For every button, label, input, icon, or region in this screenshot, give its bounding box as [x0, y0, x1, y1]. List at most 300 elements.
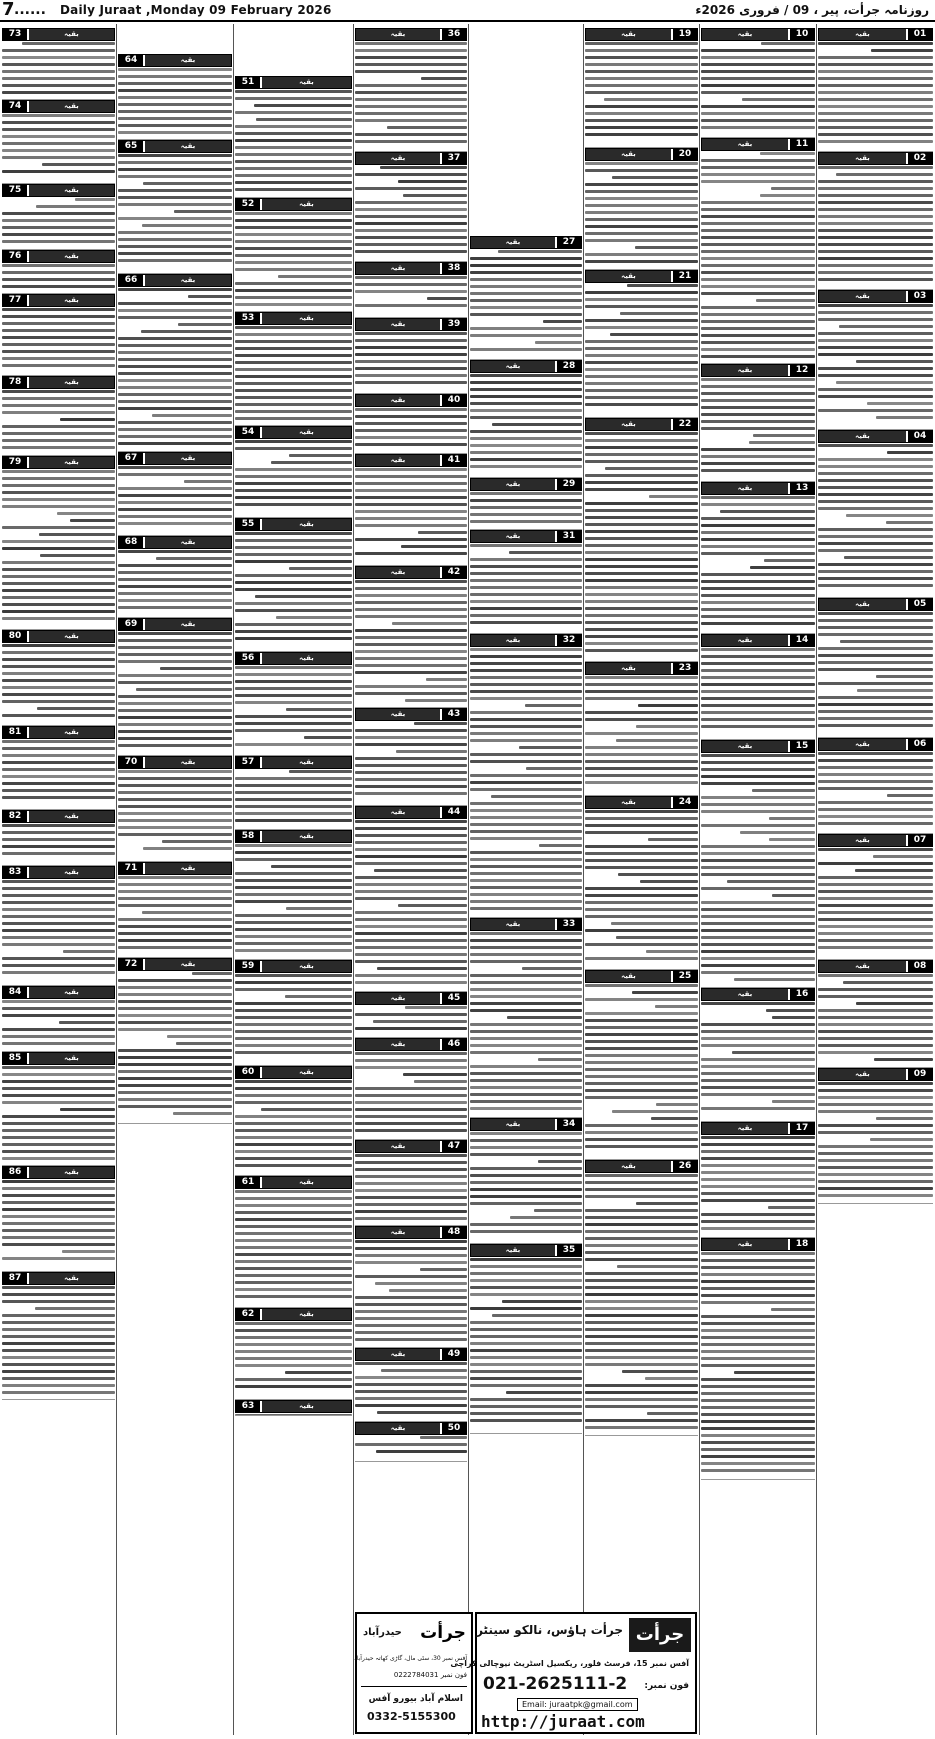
juraat-logo: جرأت	[419, 1618, 467, 1648]
item-title: بقیہ	[145, 959, 231, 970]
item-body-text	[355, 42, 467, 152]
item-body-text	[118, 550, 232, 618]
item-header	[2, 250, 115, 263]
item-header	[470, 530, 582, 543]
item-title: بقیہ	[29, 631, 114, 642]
item-separator	[355, 1461, 467, 1462]
item-title: بقیہ	[819, 29, 906, 40]
item-separator	[2, 1399, 115, 1400]
news-column	[701, 24, 815, 1735]
item-body-text	[118, 68, 232, 140]
item-title: بقیہ	[586, 149, 671, 160]
item-separator	[585, 1435, 698, 1436]
item-body-text	[235, 1080, 352, 1176]
continuation-item	[818, 152, 933, 290]
item-header	[355, 28, 467, 41]
item-title: بقیہ	[586, 797, 671, 808]
item-header	[585, 148, 698, 161]
item-header	[2, 726, 115, 739]
item-title: بقیہ	[262, 1067, 351, 1078]
continuation-item	[470, 236, 582, 360]
item-body-text	[585, 162, 698, 270]
item-header	[2, 1052, 115, 1065]
continuation-item	[470, 1118, 582, 1244]
item-number: 11	[790, 139, 814, 150]
item-body-text	[2, 470, 115, 630]
continuation-item	[235, 1176, 352, 1308]
item-title: بقیہ	[702, 1239, 788, 1250]
item-title: بقیہ	[145, 619, 231, 630]
item-body-text	[470, 1132, 582, 1244]
item-body-text	[585, 676, 698, 796]
item-title: بقیہ	[262, 1401, 351, 1412]
item-header	[118, 274, 232, 287]
item-number: 25	[673, 971, 697, 982]
item-header	[818, 834, 933, 847]
item-body-text	[235, 974, 352, 1066]
item-title: بقیہ	[819, 739, 906, 750]
item-header	[2, 456, 115, 469]
item-body-text	[355, 580, 467, 708]
item-title: بقیہ	[29, 727, 114, 738]
continuation-item	[818, 1068, 933, 1204]
item-number: 10	[790, 29, 814, 40]
item-body-text	[355, 722, 467, 806]
continuation-item	[2, 810, 115, 866]
item-number: 33	[557, 919, 581, 930]
item-title: بقیہ	[356, 709, 440, 720]
item-number: 27	[557, 237, 581, 248]
item-number: 15	[790, 741, 814, 752]
item-number: 81	[3, 727, 27, 738]
item-body-text	[701, 1002, 815, 1122]
item-body-text	[470, 374, 582, 478]
item-number: 34	[557, 1119, 581, 1130]
item-body-text	[818, 304, 933, 430]
item-body-text	[2, 264, 115, 294]
hyderabad-office-ad	[355, 1612, 473, 1734]
item-number: 32	[557, 635, 581, 646]
karachi-office-ad	[450, 1612, 697, 1734]
item-header	[818, 960, 933, 973]
continuation-item	[585, 1160, 698, 1436]
news-column	[470, 24, 582, 1608]
continuation-item	[2, 184, 115, 250]
item-body-text	[585, 42, 698, 148]
news-column	[235, 24, 352, 1735]
item-number: 35	[557, 1245, 581, 1256]
item-number: 69	[119, 619, 143, 630]
item-header	[818, 738, 933, 751]
continuation-item	[118, 140, 232, 274]
item-number: 08	[908, 961, 932, 972]
item-title: بقیہ	[356, 993, 440, 1004]
item-title: بقیہ	[262, 961, 351, 972]
item-header	[355, 1140, 467, 1153]
item-number: 01	[908, 29, 932, 40]
item-title: بقیہ	[586, 971, 671, 982]
item-title: بقیہ	[356, 1039, 440, 1050]
continuation-item	[2, 630, 115, 726]
item-title: بقیہ	[29, 251, 114, 262]
item-body-text	[235, 532, 352, 652]
item-number: 78	[3, 377, 27, 388]
column-rule	[816, 24, 817, 1735]
continuation-item	[118, 958, 232, 1124]
item-title: بقیہ	[145, 55, 231, 66]
continuation-item	[2, 866, 115, 986]
item-header	[2, 1272, 115, 1285]
item-body-text	[470, 1258, 582, 1434]
item-number: 05	[908, 599, 932, 610]
urdu-dateline: روزنامہ جرأت، پیر ، 09 / فروری 2026ء	[695, 3, 929, 17]
item-number: 28	[557, 361, 581, 372]
continuation-item	[701, 482, 815, 634]
item-title: بقیہ	[29, 377, 114, 388]
continuation-item	[355, 1348, 467, 1422]
item-separator	[118, 1123, 232, 1124]
item-header	[118, 756, 232, 769]
item-number: 61	[236, 1177, 260, 1188]
item-body-text	[235, 90, 352, 198]
item-header	[118, 862, 232, 875]
item-body-text	[818, 848, 933, 960]
item-body-text	[701, 754, 815, 988]
item-body-text	[2, 880, 115, 986]
item-body-text	[2, 644, 115, 726]
karachi-email: Email: juraatpk@gmail.com	[517, 1698, 638, 1711]
column-rule	[353, 24, 354, 1735]
item-title: بقیہ	[262, 831, 351, 842]
item-title: بقیہ	[702, 365, 788, 376]
item-header	[235, 756, 352, 769]
continuation-item	[2, 726, 115, 810]
item-body-text	[701, 378, 815, 482]
item-header	[355, 318, 467, 331]
item-body-text	[355, 1240, 467, 1348]
continuation-item	[118, 452, 232, 536]
item-body-text	[470, 932, 582, 1118]
item-header	[818, 1068, 933, 1081]
item-title: بقیہ	[29, 1053, 114, 1064]
item-number: 07	[908, 835, 932, 846]
item-body-text	[355, 276, 467, 318]
item-header	[235, 1308, 352, 1321]
item-separator	[818, 1203, 933, 1204]
item-number: 82	[3, 811, 27, 822]
item-header	[585, 28, 698, 41]
item-body-text	[235, 440, 352, 518]
item-header	[701, 482, 815, 495]
column-rule	[233, 24, 234, 1735]
continuation-item	[2, 376, 115, 456]
item-title: بقیہ	[819, 291, 906, 302]
item-title: بقیہ	[702, 483, 788, 494]
item-header	[585, 418, 698, 431]
continuation-item	[235, 1066, 352, 1176]
item-number: 58	[236, 831, 260, 842]
continuation-item	[818, 598, 933, 738]
item-header	[235, 426, 352, 439]
continuation-item	[355, 152, 467, 262]
item-body-text	[470, 492, 582, 530]
item-header	[355, 1038, 467, 1051]
item-title: بقیہ	[262, 1177, 351, 1188]
item-body-text	[701, 648, 815, 740]
item-header	[355, 454, 467, 467]
continuation-item	[470, 530, 582, 634]
item-body-text	[701, 42, 815, 138]
column-rule	[468, 24, 469, 1735]
continuation-item	[118, 862, 232, 958]
continuation-item	[701, 1238, 815, 1480]
continuation-item	[2, 294, 115, 376]
continuation-item	[2, 986, 115, 1052]
continuation-item	[355, 1140, 467, 1226]
item-header	[701, 1238, 815, 1251]
item-number: 67	[119, 453, 143, 464]
item-title: بقیہ	[586, 419, 671, 430]
item-body-text	[2, 1066, 115, 1166]
item-title: بقیہ	[586, 271, 671, 282]
item-number: 19	[673, 29, 697, 40]
item-header	[355, 394, 467, 407]
hyderabad-phone: فون نمبر 0222784031	[393, 1671, 467, 1679]
continuation-item	[585, 148, 698, 270]
continuation-item	[235, 652, 352, 756]
item-title: بقیہ	[356, 153, 440, 164]
item-title: بقیہ	[29, 867, 114, 878]
item-body-text	[818, 166, 933, 290]
item-header	[235, 312, 352, 325]
item-number: 18	[790, 1239, 814, 1250]
item-title: بقیہ	[262, 313, 351, 324]
continuation-item	[355, 454, 467, 566]
item-number: 50	[442, 1423, 466, 1434]
item-body-text	[235, 1322, 352, 1400]
karachi-phone-label: فون نمبر:	[644, 1681, 689, 1691]
english-dateline: Daily Juraat ,Monday 09 February 2026	[60, 3, 332, 17]
continuation-item	[585, 796, 698, 970]
continuation-item	[2, 250, 115, 294]
islamabad-bureau: اسلام آباد بیورو آفس	[368, 1694, 463, 1704]
item-header	[235, 518, 352, 531]
item-number: 63	[236, 1401, 260, 1412]
item-body-text	[355, 332, 467, 394]
item-number: 79	[3, 457, 27, 468]
item-body-text	[701, 152, 815, 364]
continuation-item	[701, 364, 815, 482]
item-title: بقیہ	[819, 599, 906, 610]
continuation-item	[355, 394, 467, 454]
item-header	[355, 152, 467, 165]
item-separator	[235, 1415, 352, 1416]
item-header	[118, 958, 232, 971]
item-header	[2, 630, 115, 643]
item-body-text	[2, 1286, 115, 1400]
item-header	[355, 806, 467, 819]
item-header	[355, 1226, 467, 1239]
item-title: بقیہ	[29, 1273, 114, 1284]
item-number: 49	[442, 1349, 466, 1360]
item-number: 42	[442, 567, 466, 578]
item-body-text	[818, 974, 933, 1068]
item-header	[585, 1160, 698, 1173]
item-number: 72	[119, 959, 143, 970]
item-header	[818, 290, 933, 303]
item-title: بقیہ	[819, 431, 906, 442]
item-body-text	[355, 1052, 467, 1140]
item-number: 53	[236, 313, 260, 324]
karachi-headline: جرأت ہاؤس، نالکو سینٹر	[476, 1623, 623, 1637]
item-body-text	[818, 1082, 933, 1204]
item-number: 40	[442, 395, 466, 406]
karachi-phone: 021-2625111-2	[483, 1674, 628, 1694]
item-header	[470, 1118, 582, 1131]
continuation-item	[355, 262, 467, 318]
item-title: بقیہ	[29, 1167, 114, 1178]
continuation-item	[818, 834, 933, 960]
item-header	[2, 866, 115, 879]
page-number-dots: ......	[14, 2, 46, 18]
item-title: بقیہ	[145, 537, 231, 548]
item-body-text	[2, 1180, 115, 1272]
item-number: 76	[3, 251, 27, 262]
item-number: 26	[673, 1161, 697, 1172]
item-title: بقیہ	[145, 275, 231, 286]
item-title: بقیہ	[702, 741, 788, 752]
karachi-address: آفس نمبر 15، فرسٹ فلور، ریکسیل اسٹریٹ نیوچالی کراچی	[450, 1659, 689, 1668]
item-header	[470, 1244, 582, 1257]
item-number: 03	[908, 291, 932, 302]
continuation-item	[818, 28, 933, 152]
item-title: بقیہ	[356, 29, 440, 40]
item-title: بقیہ	[262, 427, 351, 438]
item-title: بقیہ	[356, 455, 440, 466]
item-body-text	[235, 666, 352, 756]
item-number: 17	[790, 1123, 814, 1134]
item-body-text	[118, 632, 232, 756]
columns-grid	[0, 24, 935, 1739]
item-header	[818, 28, 933, 41]
item-title: بقیہ	[356, 319, 440, 330]
item-title: بقیہ	[145, 863, 231, 874]
continuation-item	[118, 536, 232, 618]
item-header	[118, 54, 232, 67]
item-number: 39	[442, 319, 466, 330]
item-header	[2, 100, 115, 113]
item-body-text	[235, 844, 352, 960]
item-body-text	[118, 288, 232, 452]
item-number: 21	[673, 271, 697, 282]
continuation-item	[818, 738, 933, 834]
item-number: 65	[119, 141, 143, 152]
item-number: 23	[673, 663, 697, 674]
item-body-text	[118, 466, 232, 536]
item-separator	[701, 1479, 815, 1480]
item-body-text	[470, 544, 582, 634]
item-title: بقیہ	[262, 1309, 351, 1320]
item-body-text	[2, 42, 115, 100]
item-body-text	[585, 810, 698, 970]
item-body-text	[2, 198, 115, 250]
item-title: بقیہ	[29, 29, 114, 40]
item-title: بقیہ	[819, 1069, 906, 1080]
item-title: بقیہ	[356, 1349, 440, 1360]
continuation-item	[701, 988, 815, 1122]
news-column	[585, 24, 698, 1735]
continuation-item	[2, 1052, 115, 1166]
item-header	[701, 634, 815, 647]
news-column	[2, 24, 115, 1735]
item-header	[355, 262, 467, 275]
continuation-item	[470, 360, 582, 478]
item-number: 36	[442, 29, 466, 40]
item-body-text	[2, 308, 115, 376]
continuation-item	[235, 756, 352, 830]
item-body-text	[235, 1190, 352, 1308]
item-header	[235, 830, 352, 843]
continuation-item	[355, 28, 467, 152]
item-number: 22	[673, 419, 697, 430]
continuation-item	[2, 28, 115, 100]
continuation-item	[235, 1308, 352, 1400]
item-number: 14	[790, 635, 814, 646]
item-title: بقیہ	[29, 295, 114, 306]
item-title: بقیہ	[471, 479, 555, 490]
item-number: 56	[236, 653, 260, 664]
item-title: بقیہ	[819, 961, 906, 972]
item-number: 09	[908, 1069, 932, 1080]
item-number: 66	[119, 275, 143, 286]
continuation-item	[585, 662, 698, 796]
item-header	[235, 652, 352, 665]
item-header	[585, 270, 698, 283]
continuation-item	[701, 740, 815, 988]
item-title: بقیہ	[356, 567, 440, 578]
item-number: 52	[236, 199, 260, 210]
item-body-text	[2, 740, 115, 810]
item-separator	[470, 1433, 582, 1434]
item-title: بقیہ	[471, 361, 555, 372]
item-body-text	[2, 114, 115, 184]
item-header	[235, 1066, 352, 1079]
continuation-item	[585, 418, 698, 662]
continuation-item	[355, 318, 467, 394]
continuation-item	[355, 1422, 467, 1462]
item-number: 04	[908, 431, 932, 442]
ad-divider	[361, 1686, 467, 1687]
item-number: 54	[236, 427, 260, 438]
continuation-item	[585, 270, 698, 418]
item-header	[818, 152, 933, 165]
item-number: 77	[3, 295, 27, 306]
item-title: بقیہ	[145, 757, 231, 768]
item-header	[2, 986, 115, 999]
item-body-text	[118, 154, 232, 274]
item-header	[118, 536, 232, 549]
item-body-text	[2, 390, 115, 456]
item-number: 86	[3, 1167, 27, 1178]
item-number: 46	[442, 1039, 466, 1050]
item-title: بقیہ	[262, 653, 351, 664]
item-number: 75	[3, 185, 27, 196]
continuation-item	[2, 456, 115, 630]
item-header	[818, 598, 933, 611]
hyderabad-address: آفس نمبر 30، سٹی مال، گاڑی کھاتہ حیدرآباد	[354, 1655, 467, 1662]
item-number: 29	[557, 479, 581, 490]
continuation-item	[118, 756, 232, 862]
